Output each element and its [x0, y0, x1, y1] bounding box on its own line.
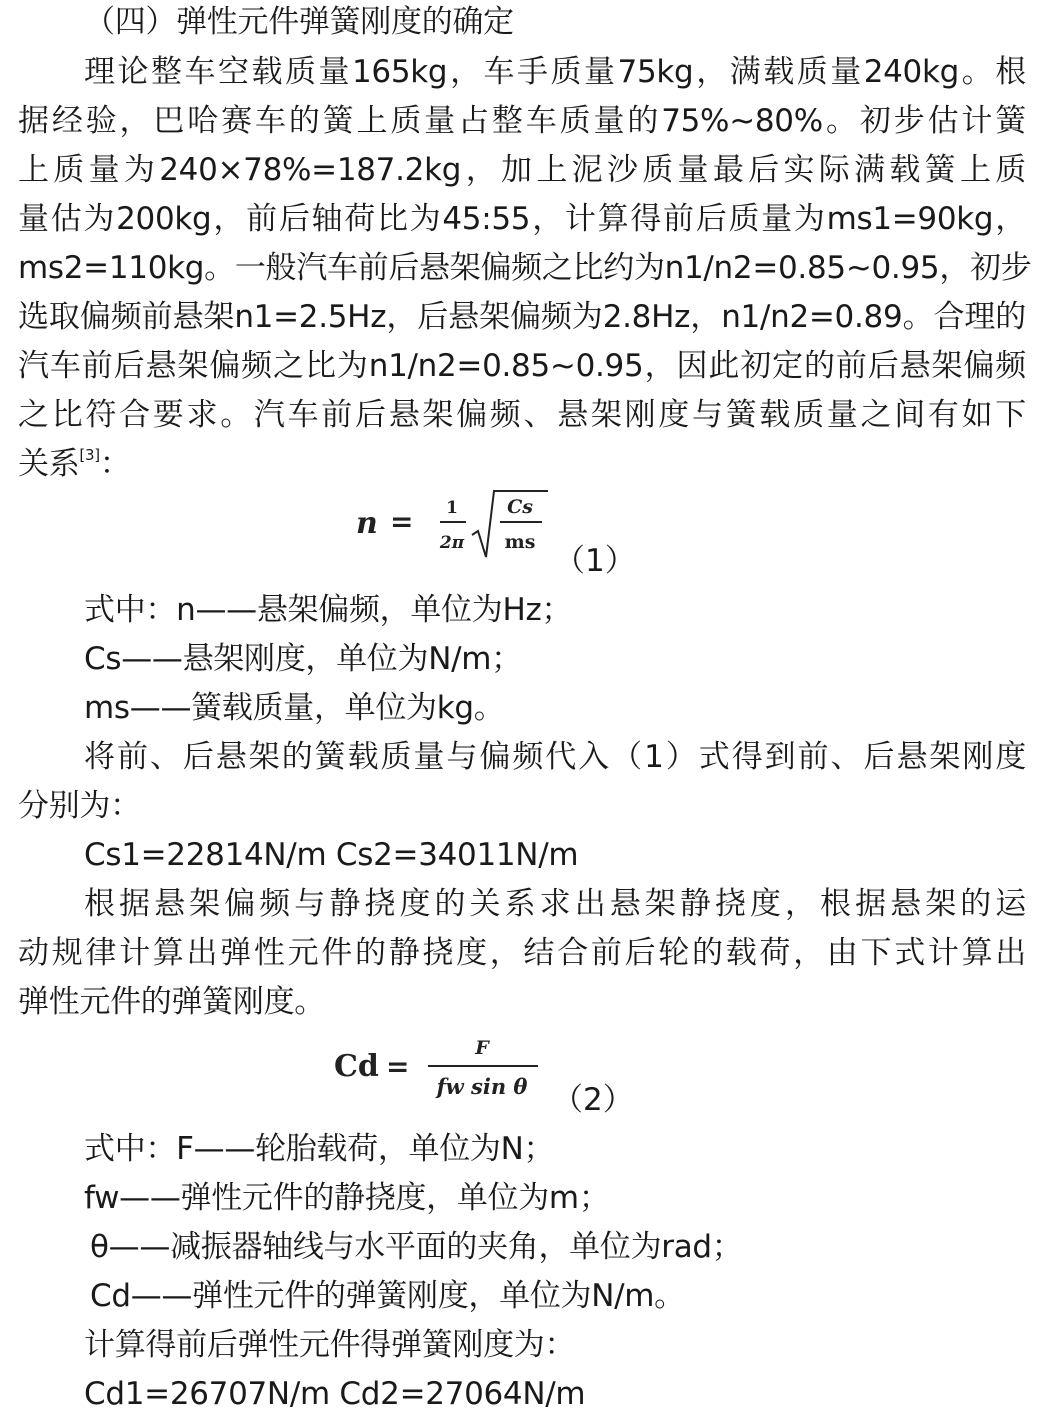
formula-1-num: 1	[446, 498, 458, 518]
definition-line: ms——簧载质量，单位为kg。	[84, 690, 505, 726]
formula-1-eq: =	[390, 505, 414, 538]
equation-number-2: （2）	[552, 1082, 634, 1118]
paragraph-line: 理论整车空载质量165kg，车手质量75kg，满载质量240kg。根	[84, 54, 1026, 90]
formula-1-rad-den: ms	[504, 531, 536, 553]
paragraph-line: 据经验，巴哈赛车的簧上质量占整车质量的75%~80%。初步估计簧	[18, 103, 1026, 139]
paragraph-line: 计算得前后弹性元件得弹簧刚度为：	[84, 1327, 576, 1363]
formula-2-lhs: Cd	[334, 1049, 379, 1084]
formula-1-graphic	[348, 485, 548, 565]
definition-line: Cs——悬架刚度，单位为N/m；	[84, 641, 522, 677]
paragraph-line: 弹性元件的弹簧刚度。	[18, 984, 325, 1020]
paragraph-line: 量估为200kg，前后轴荷比为45:55，计算得前后质量为ms1=90kg，	[18, 201, 1026, 237]
formula-2-num: F	[475, 1037, 489, 1059]
definition-line: 式中：n——悬架偏频，单位为Hz；	[84, 592, 573, 628]
paragraph-text: 关系	[18, 446, 80, 482]
formula-2-graphic	[330, 1030, 560, 1110]
formula-1-den: 2π	[439, 533, 465, 553]
definition-line: fw——弹性元件的静挠度，单位为m；	[84, 1180, 610, 1216]
section-heading: （四）弹性元件弹簧刚度的确定	[84, 4, 514, 40]
paragraph-line: 上质量为240×78%=187.2kg，加上泥沙质量最后实际满载簧上质	[18, 152, 1026, 188]
paragraph-line: 选取偏频前悬架n1=2.5Hz，后悬架偏频为2.8Hz，n1/n2=0.89。合理的	[18, 299, 1026, 335]
paragraph-colon: ：	[99, 446, 131, 482]
paragraph-line: 动规律计算出弹性元件的静挠度，结合前后轮的载荷，由下式计算出	[18, 935, 1026, 971]
definition-line: θ——减振器轴线与水平面的夹角，单位为rad；	[90, 1229, 743, 1265]
paragraph-line: ms2=110kg。一般汽车前后悬架偏频之比约为n1/n2=0.85~0.95，初步	[18, 250, 1032, 286]
formula-2-den: fw sin θ	[436, 1074, 528, 1099]
result-line-2: Cd1=26707N/m Cd2=27064N/m	[84, 1376, 586, 1412]
result-line-1: Cs1=22814N/m Cs2=34011N/m	[84, 837, 579, 873]
paragraph-line-last	[18, 444, 130, 484]
paragraph-line: 汽车前后悬架偏频之比为n1/n2=0.85~0.95，因此初定的前后悬架偏频	[18, 348, 1026, 384]
definition-line: 式中：F——轮胎载荷，单位为N；	[84, 1131, 555, 1167]
equation-number-1: （1）	[554, 543, 636, 579]
paragraph-line: 将前、后悬架的簧载质量与偏频代入（1）式得到前、后悬架刚度	[84, 739, 1026, 775]
formula-1-lhs: n	[356, 506, 378, 541]
formula-2-eq: =	[386, 1050, 410, 1083]
citation-marker: [3]	[79, 446, 100, 464]
paragraph-line: 根据悬架偏频与静挠度的关系求出悬架静挠度，根据悬架的运	[84, 886, 1026, 922]
formula-1-rad-num: Cs	[507, 496, 533, 518]
definition-line: Cd——弹性元件的弹簧刚度，单位为N/m。	[90, 1278, 685, 1314]
paragraph-line: 之比符合要求。汽车前后悬架偏频、悬架刚度与簧载质量之间有如下	[18, 397, 1026, 433]
paragraph-line: 分别为：	[18, 788, 141, 824]
